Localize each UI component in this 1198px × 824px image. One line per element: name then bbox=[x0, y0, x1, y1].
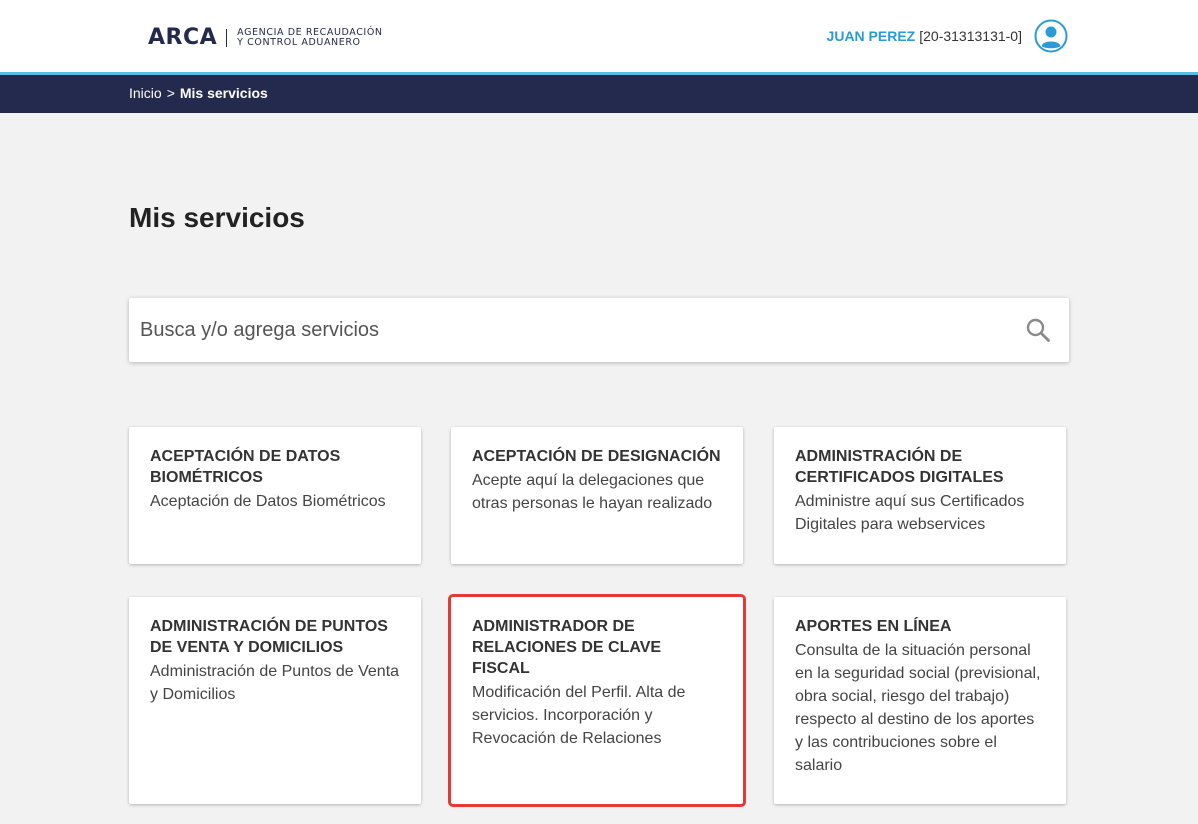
service-card-title: APORTES EN LÍNEA bbox=[795, 618, 952, 635]
breadcrumb-home-link[interactable]: Inicio bbox=[129, 85, 162, 101]
service-card-aceptacion-designacion[interactable] bbox=[451, 427, 743, 564]
user-cuit: [20-31313131-0] bbox=[919, 28, 1022, 44]
service-card-certificados-digitales[interactable] bbox=[774, 427, 1066, 564]
service-card-description: Acepte aquí la delegaciones que otras personas le hayan realizado bbox=[472, 472, 713, 512]
service-card-description: Administre aquí sus Certificados Digitales para webservices bbox=[795, 493, 1025, 533]
breadcrumb-separator: > bbox=[166, 85, 175, 101]
logo-agency-name bbox=[237, 28, 382, 48]
service-search-input[interactable] bbox=[140, 312, 1000, 348]
service-card-aportes-en-linea[interactable] bbox=[774, 597, 1066, 804]
user-name: JUAN PEREZ bbox=[826, 28, 916, 44]
service-card-title: ADMINISTRACIÓN DE CERTIFICADOS DIGITALES bbox=[795, 448, 1004, 486]
page-title: Mis servicios bbox=[129, 202, 305, 233]
service-card-title: ADMINISTRADOR DE RELACIONES DE CLAVE FISCAL bbox=[472, 618, 662, 677]
service-card-title: ACEPTACIÓN DE DATOS BIOMÉTRICOS bbox=[150, 448, 341, 486]
search-icon[interactable] bbox=[1025, 317, 1051, 343]
logo-line-1: AGENCIA DE RECAUDACIÓN bbox=[237, 27, 383, 38]
arca-logo[interactable] bbox=[148, 24, 383, 52]
service-card-datos-biometricos[interactable] bbox=[129, 427, 421, 564]
logo-mark: ARCA bbox=[148, 25, 218, 50]
service-card-puntos-de-venta[interactable] bbox=[129, 597, 421, 804]
service-card-description: Aceptación de Datos Biométricos bbox=[150, 493, 386, 510]
breadcrumb-current: Mis servicios bbox=[179, 85, 268, 101]
service-card-description: Modificación del Perfil. Alta de servicios. Incorporación y Revocación de Relaciones bbox=[472, 684, 686, 747]
service-card-title: ACEPTACIÓN DE DESIGNACIÓN bbox=[472, 448, 721, 465]
top-header bbox=[0, 0, 1198, 75]
breadcrumb bbox=[129, 85, 268, 101]
logo-divider bbox=[226, 29, 227, 47]
service-search-box bbox=[129, 298, 1069, 362]
breadcrumb-bar bbox=[0, 75, 1198, 113]
service-card-administrador-relaciones[interactable] bbox=[451, 597, 743, 804]
logo-line-2: Y CONTROL ADUANERO bbox=[237, 37, 361, 48]
service-card-description: Consulta de la situación personal en la seguridad social (previsional, obra social, riesgo del trabajo) respecto al destino de los aportes y las contribuciones sobre el salario bbox=[795, 642, 1041, 774]
service-card-description: Administración de Puntos de Venta y Domicilios bbox=[150, 663, 400, 703]
user-circle-icon[interactable] bbox=[1034, 19, 1068, 53]
service-card-title: ADMINISTRACIÓN DE PUNTOS DE VENTA Y DOMICILIOS bbox=[150, 618, 388, 656]
user-menu[interactable] bbox=[827, 18, 1068, 54]
